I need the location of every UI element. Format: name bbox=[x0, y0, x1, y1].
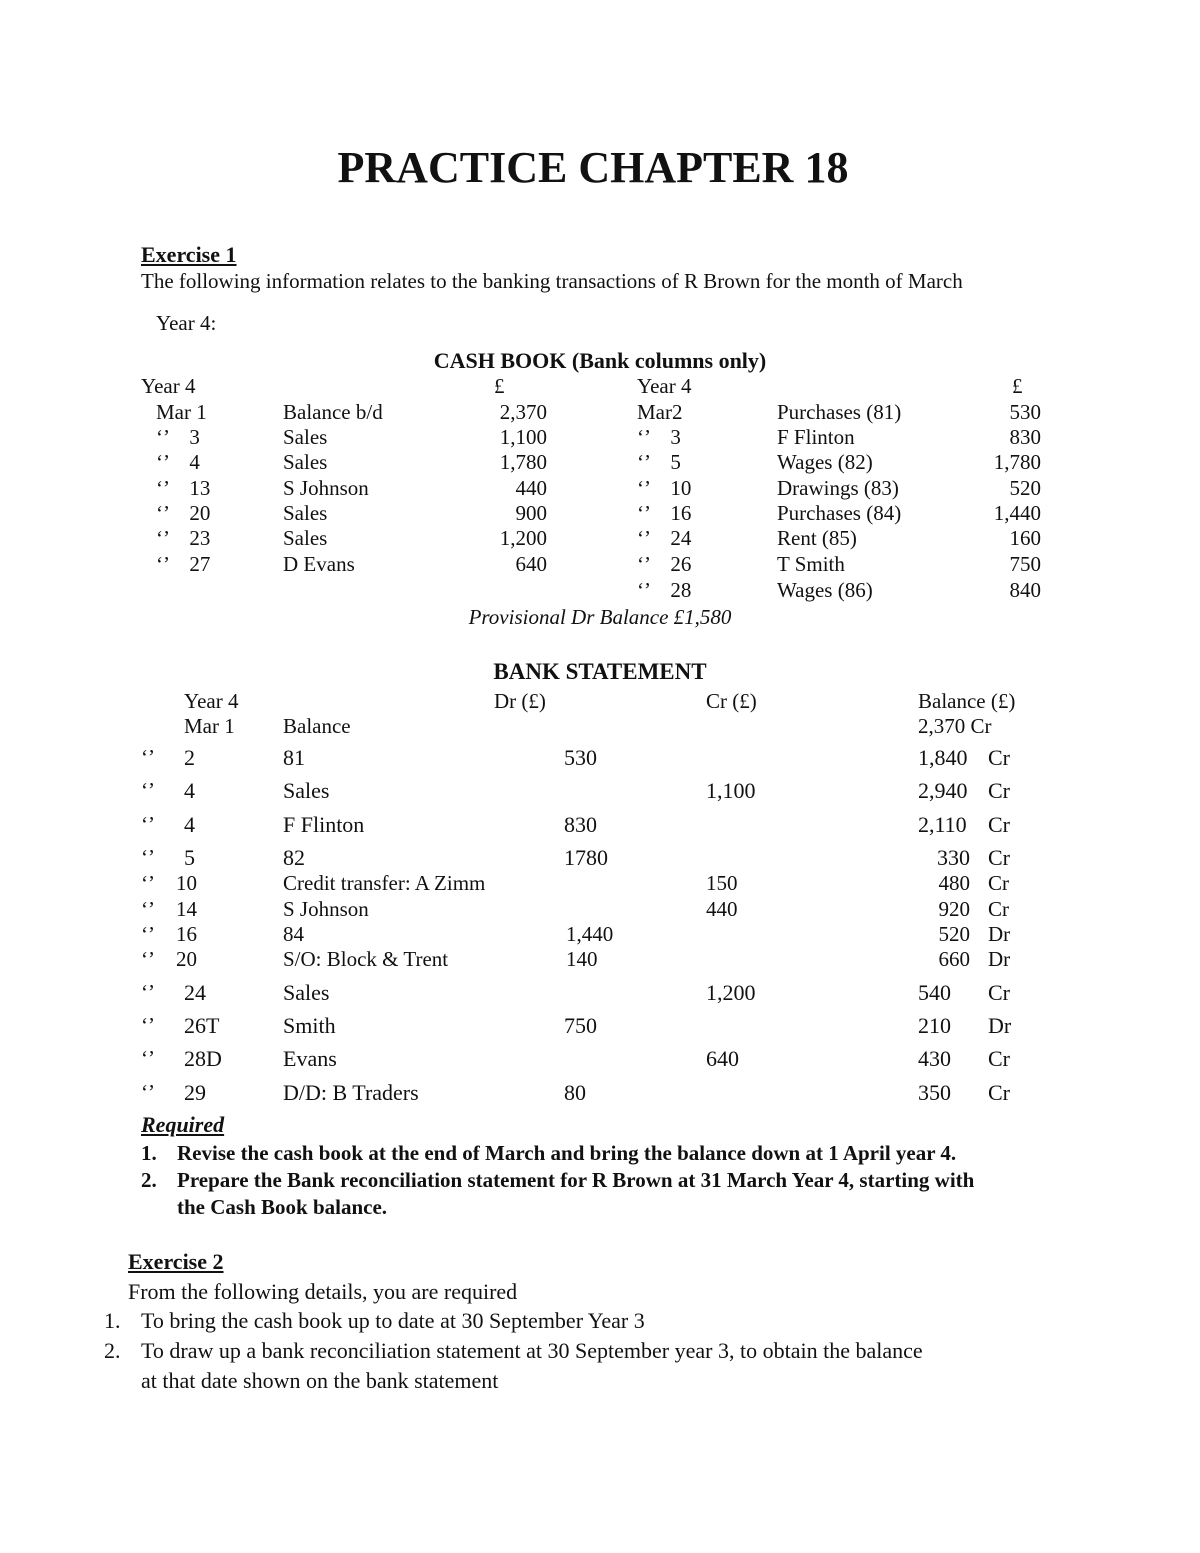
credit-amount: 160 bbox=[1009, 526, 1041, 550]
bank-row-description: Credit transfer: A Zimm bbox=[283, 871, 486, 895]
debit-amount: 640 bbox=[515, 552, 547, 576]
exercise-2-item-2-num: 2. bbox=[104, 1338, 121, 1363]
page-title: PRACTICE CHAPTER 18 bbox=[337, 143, 849, 192]
credit-amount: 830 bbox=[1009, 425, 1041, 449]
debit-description: Sales bbox=[283, 425, 328, 449]
bank-ditto-mark: ‘’ bbox=[141, 897, 155, 921]
bank-row-date: 4 bbox=[184, 778, 195, 803]
exercise-1-intro: The following information relates to the banking transactions of R Brown for the month of March bbox=[141, 269, 963, 293]
bank-row-dr-cr: Cr bbox=[988, 1080, 1010, 1105]
debit-amount: 1,200 bbox=[499, 526, 547, 550]
bank-row-date: 4 bbox=[184, 812, 195, 837]
bank-row-debit: 750 bbox=[564, 1013, 597, 1038]
credit-description: Purchases (81) bbox=[777, 400, 902, 424]
bank-row-balance: 2,940 bbox=[918, 778, 968, 803]
credit-amount: 750 bbox=[1009, 552, 1041, 576]
debit-date: Mar 1 bbox=[156, 400, 207, 424]
exercise-1-heading: Exercise 1 bbox=[141, 242, 237, 267]
bank-row-dr-cr: Dr bbox=[988, 1013, 1012, 1038]
bank-row-debit: 80 bbox=[564, 1080, 586, 1105]
required-label: Required bbox=[141, 1112, 225, 1137]
bank-row-debit: 530 bbox=[564, 745, 597, 770]
bank-row-dr-cr: Cr bbox=[988, 845, 1010, 870]
debit-description: Sales bbox=[283, 501, 328, 525]
credit-date: ‘’ 10 bbox=[637, 476, 692, 500]
cash-book-title: CASH BOOK (Bank columns only) bbox=[433, 348, 767, 373]
bank-row-date: 24 bbox=[184, 980, 206, 1005]
bank-row-dr-cr: Dr bbox=[988, 947, 1011, 971]
debit-amount: 1,100 bbox=[499, 425, 547, 449]
required-1-num: 1. bbox=[141, 1141, 157, 1165]
bank-row-balance: 430 bbox=[918, 1046, 951, 1071]
debit-date: ‘’ 3 bbox=[156, 425, 200, 449]
bank-row-description: Sales bbox=[283, 778, 330, 803]
bank-row-dr-cr: Cr bbox=[988, 745, 1010, 770]
bank-row-balance: 660 bbox=[938, 947, 970, 971]
credit-description: T Smith bbox=[777, 552, 845, 576]
bank-row-credit: 640 bbox=[706, 1046, 739, 1071]
debit-amount: 2,370 bbox=[499, 400, 547, 424]
provisional-balance: Provisional Dr Balance £1,580 bbox=[468, 605, 732, 629]
bank-ditto-mark: ‘’ bbox=[141, 871, 155, 895]
debit-date: ‘’ 20 bbox=[156, 501, 211, 525]
bank-ditto-mark: ‘’ bbox=[141, 845, 155, 869]
credit-date: ‘’ 5 bbox=[637, 450, 681, 474]
required-2-text: Prepare the Bank reconciliation statement for R Brown at 31 March Year 4, starting with bbox=[177, 1168, 975, 1192]
bank-row-description: Sales bbox=[283, 980, 330, 1005]
bank-row-dr-cr: Cr bbox=[988, 980, 1010, 1005]
debit-description: Balance b/d bbox=[283, 400, 383, 424]
bank-row-description: S/O: Block & Trent bbox=[283, 947, 449, 971]
bank-row-dr-cr: Cr bbox=[988, 778, 1010, 803]
bank-row-balance: 2,110 bbox=[918, 812, 967, 837]
exercise-2-item-1-text: To bring the cash book up to date at 30 September Year 3 bbox=[141, 1308, 645, 1333]
bank-row-date: 29 bbox=[184, 1080, 206, 1105]
debit-amount: 1,780 bbox=[499, 450, 547, 474]
bank-row-date: 20 bbox=[176, 947, 197, 971]
bank-row-description: S Johnson bbox=[283, 897, 369, 921]
bank-header-dr: Dr (£) bbox=[494, 689, 546, 713]
credit-description: Drawings (83) bbox=[777, 476, 899, 500]
bank-row-date: 26T bbox=[184, 1013, 220, 1038]
debit-amount: 900 bbox=[515, 501, 547, 525]
bank-row-description: Balance bbox=[283, 714, 351, 738]
credit-date: Mar2 bbox=[637, 400, 683, 424]
credit-date: ‘’ 3 bbox=[637, 425, 681, 449]
bank-row-balance: 540 bbox=[918, 980, 951, 1005]
bank-row-description: 82 bbox=[283, 845, 305, 870]
bank-row-date: 14 bbox=[176, 897, 197, 921]
bank-row-debit: 830 bbox=[564, 812, 597, 837]
bank-ditto-mark: ‘’ bbox=[141, 745, 155, 769]
bank-row-credit: 1,200 bbox=[706, 980, 756, 1005]
bank-header-year: Year 4 bbox=[184, 689, 239, 713]
bank-row-date: 2 bbox=[184, 745, 195, 770]
exercise-2-item-1-num: 1. bbox=[104, 1308, 121, 1333]
bank-header-balance: Balance (£) bbox=[918, 689, 1016, 713]
bank-row-debit: 140 bbox=[566, 947, 598, 971]
bank-ditto-mark: ‘’ bbox=[141, 1013, 155, 1037]
bank-row-dr-cr: Dr bbox=[988, 922, 1011, 946]
bank-row-dr-cr: Cr bbox=[988, 812, 1010, 837]
required-2-num: 2. bbox=[141, 1168, 157, 1192]
credit-date: ‘’ 16 bbox=[637, 501, 692, 525]
bank-statement-title: BANK STATEMENT bbox=[493, 659, 707, 684]
bank-row-credit: 1,100 bbox=[706, 778, 756, 803]
bank-row-dr-cr: Cr bbox=[988, 871, 1009, 895]
exercise-2-heading: Exercise 2 bbox=[128, 1249, 224, 1274]
cash-book-year-left: Year 4 bbox=[141, 374, 196, 398]
credit-description: Wages (86) bbox=[777, 578, 873, 602]
credit-description: F Flinton bbox=[777, 425, 855, 449]
bank-row-balance: 350 bbox=[918, 1080, 951, 1105]
cash-book-year-right: Year 4 bbox=[637, 374, 692, 398]
bank-row-date: 28D bbox=[184, 1046, 222, 1071]
debit-date: ‘’ 27 bbox=[156, 552, 211, 576]
bank-header-cr: Cr (£) bbox=[706, 689, 757, 713]
debit-date: ‘’ 4 bbox=[156, 450, 200, 474]
bank-ditto-mark: ‘’ bbox=[141, 1080, 155, 1104]
bank-ditto-mark: ‘’ bbox=[141, 812, 155, 836]
bank-ditto-mark: ‘’ bbox=[141, 980, 155, 1004]
bank-row-balance: 330 bbox=[937, 845, 970, 870]
exercise-2-item-2-text-cont: at that date shown on the bank statement bbox=[141, 1368, 499, 1393]
bank-row-balance: 2,370 Cr bbox=[918, 714, 992, 738]
debit-amount: 440 bbox=[515, 476, 547, 500]
debit-date: ‘’ 23 bbox=[156, 526, 211, 550]
bank-row-description: Smith bbox=[283, 1013, 336, 1038]
credit-amount: 840 bbox=[1009, 578, 1041, 602]
debit-description: Sales bbox=[283, 450, 328, 474]
exercise-1-intro-year: Year 4: bbox=[156, 311, 217, 335]
bank-ditto-mark: ‘’ bbox=[141, 947, 155, 971]
bank-row-date: Mar 1 bbox=[184, 714, 235, 738]
credit-amount: 1,780 bbox=[993, 450, 1041, 474]
credit-description: Wages (82) bbox=[777, 450, 873, 474]
credit-description: Purchases (84) bbox=[777, 501, 902, 525]
bank-row-credit: 150 bbox=[706, 871, 738, 895]
credit-description: Rent (85) bbox=[777, 526, 857, 550]
bank-row-debit: 1780 bbox=[564, 845, 608, 870]
cash-book-pound-right: £ bbox=[1012, 374, 1023, 398]
debit-description: D Evans bbox=[283, 552, 355, 576]
debit-date: ‘’ 13 bbox=[156, 476, 211, 500]
exercise-2-item-2-text: To draw up a bank reconciliation statement at 30 September year 3, to obtain the balance bbox=[141, 1338, 923, 1363]
required-2-text-cont: the Cash Book balance. bbox=[177, 1195, 388, 1219]
bank-row-dr-cr: Cr bbox=[988, 897, 1009, 921]
bank-row-balance: 520 bbox=[938, 922, 970, 946]
bank-ditto-mark: ‘’ bbox=[141, 922, 155, 946]
exercise-2-intro: From the following details, you are required bbox=[128, 1279, 518, 1304]
debit-description: Sales bbox=[283, 526, 328, 550]
bank-row-description: F Flinton bbox=[283, 812, 365, 837]
bank-row-date: 10 bbox=[176, 871, 197, 895]
bank-row-credit: 440 bbox=[706, 897, 738, 921]
bank-row-date: 16 bbox=[176, 922, 197, 946]
credit-date: ‘’ 28 bbox=[637, 578, 692, 602]
bank-row-balance: 920 bbox=[938, 897, 970, 921]
bank-ditto-mark: ‘’ bbox=[141, 1046, 155, 1070]
bank-row-dr-cr: Cr bbox=[988, 1046, 1010, 1071]
credit-amount: 520 bbox=[1009, 476, 1041, 500]
debit-description: S Johnson bbox=[283, 476, 369, 500]
bank-row-date: 5 bbox=[184, 845, 195, 870]
bank-row-balance: 480 bbox=[938, 871, 970, 895]
credit-date: ‘’ 24 bbox=[637, 526, 692, 550]
credit-date: ‘’ 26 bbox=[637, 552, 692, 576]
cash-book-pound-left: £ bbox=[494, 374, 505, 398]
bank-row-debit: 1,440 bbox=[566, 922, 614, 946]
bank-ditto-mark: ‘’ bbox=[141, 778, 155, 802]
bank-row-balance: 1,840 bbox=[918, 745, 968, 770]
credit-amount: 530 bbox=[1009, 400, 1041, 424]
bank-row-description: 84 bbox=[283, 922, 304, 946]
credit-amount: 1,440 bbox=[993, 501, 1041, 525]
bank-row-description: Evans bbox=[283, 1046, 337, 1071]
bank-row-description: 81 bbox=[283, 745, 305, 770]
required-1-text: Revise the cash book at the end of March and bring the balance down at 1 April year 4. bbox=[177, 1141, 957, 1165]
bank-row-balance: 210 bbox=[918, 1013, 951, 1038]
bank-row-description: D/D: B Traders bbox=[283, 1080, 419, 1105]
